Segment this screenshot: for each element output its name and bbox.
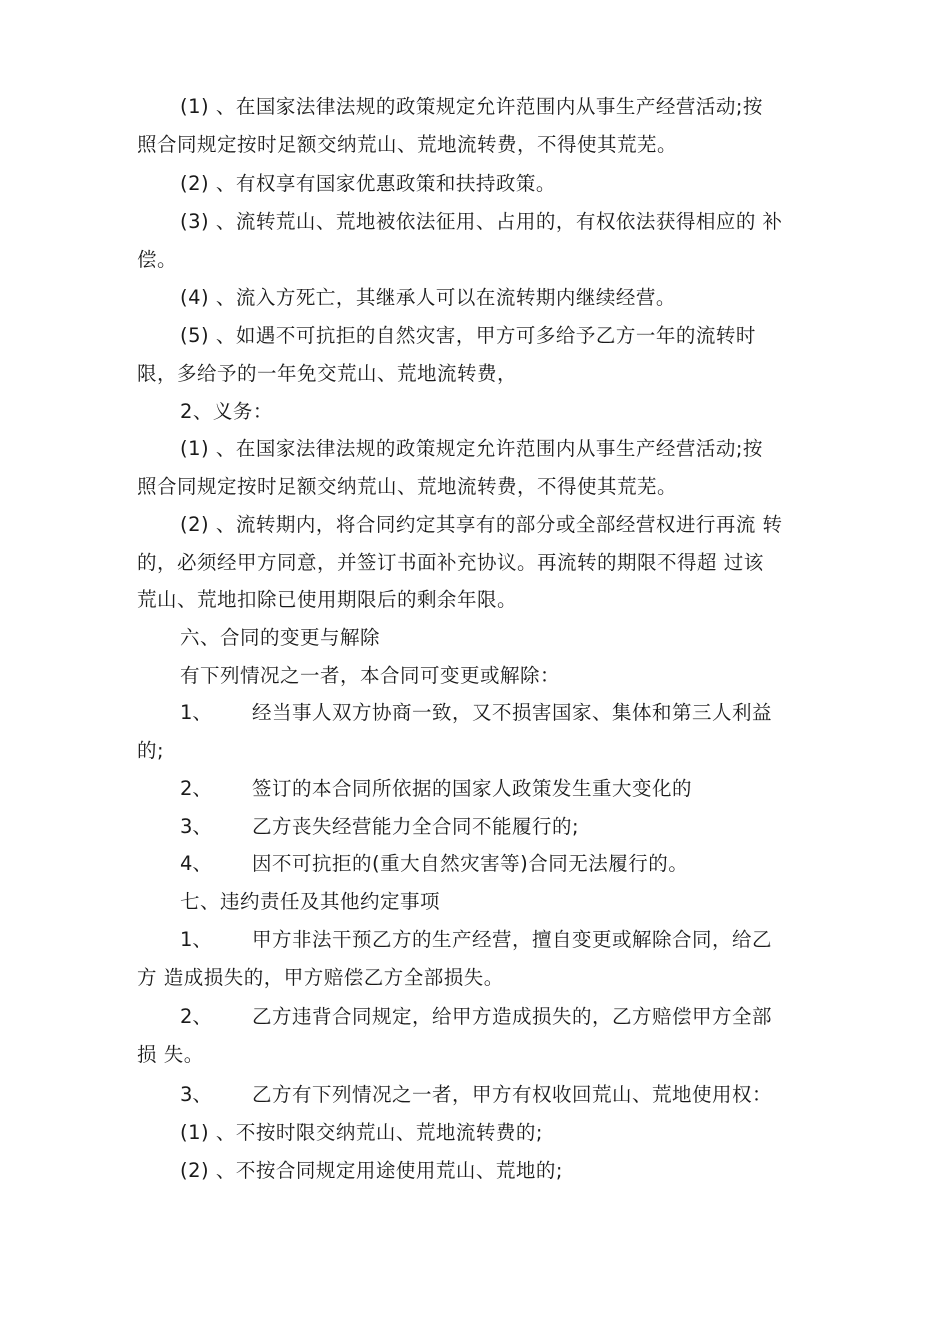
text-line: 照合同规定按时足额交纳荒山、荒地流转费，不得使其荒芜。 [137,474,678,498]
item-number: 1、 [180,928,212,951]
text-line: 的，必须经甲方同意，并签订书面补充协议。再流转的期限不得超 过该 [137,550,764,574]
text-line: 乙方有下列情况之一者，甲方有权收回荒山、荒地使用权： [252,1083,773,1106]
text-line: 签订的本合同所依据的国家人政策发生重大变化的 [252,777,693,800]
text-line: 乙方丧失经营能力全合同不能履行的; [252,815,580,838]
item-number: 2、 [180,1005,212,1028]
text-line: 六、合同的变更与解除 [180,626,381,649]
text-line: 有下列情况之一者，本合同可变更或解除： [180,664,561,687]
text-line: 方 造成损失的，甲方赔偿乙方全部损失。 [137,965,504,989]
text-line: 乙方违背合同规定，给甲方造成损失的，乙方赔偿甲方全部 [252,1005,773,1028]
text-line: (4) 、流入方死亡，其继承人可以在流转期内继续经营。 [180,286,676,309]
item-number: 2、 [180,777,212,800]
text-line: 限，多给予的一年免交荒山、荒地流转费， [137,361,518,385]
text-line: 七、违约责任及其他约定事项 [180,890,441,913]
text-line: 偿。 [137,247,178,271]
text-line: 甲方非法干预乙方的生产经营，擅自变更或解除合同，给乙 [252,928,773,951]
text-line: 因不可抗拒的(重大自然灾害等)合同无法履行的。 [252,852,689,875]
text-line: 照合同规定按时足额交纳荒山、荒地流转费，不得使其荒芜。 [137,132,678,156]
text-line: (1) 、不按时限交纳荒山、荒地流转费的; [180,1121,543,1144]
text-line: (5) 、如遇不可抗拒的自然灾害，甲方可多给予乙方一年的流转时 [180,324,756,347]
text-line: (2) 、流转期内，将合同约定其享有的部分或全部经营权进行再流 转 [180,513,783,536]
item-number: 4、 [180,852,212,875]
text-line: (1) 、在国家法律法规的政策规定允许范围内从事生产经营活动;按 [180,95,763,118]
text-line: (3) 、流转荒山、荒地被依法征用、占用的，有权依法获得相应的 补 [180,210,783,233]
text-line: 2、义务： [180,400,273,423]
text-line: (2) 、有权享有国家优惠政策和扶持政策。 [180,172,556,195]
item-number: 1、 [180,701,212,724]
text-line: 的; [137,738,165,762]
item-number: 3、 [180,815,212,838]
text-line: 荒山、荒地扣除已使用期限后的剩余年限。 [137,588,518,611]
text-line: (2) 、不按合同规定用途使用荒山、荒地的; [180,1159,563,1182]
text-line: 经当事人双方协商一致，又不损害国家、集体和第三人利益 [252,701,773,724]
item-number: 3、 [180,1083,212,1106]
text-line: 损 失。 [137,1042,204,1066]
text-line: (1) 、在国家法律法规的政策规定允许范围内从事生产经营活动;按 [180,437,763,460]
